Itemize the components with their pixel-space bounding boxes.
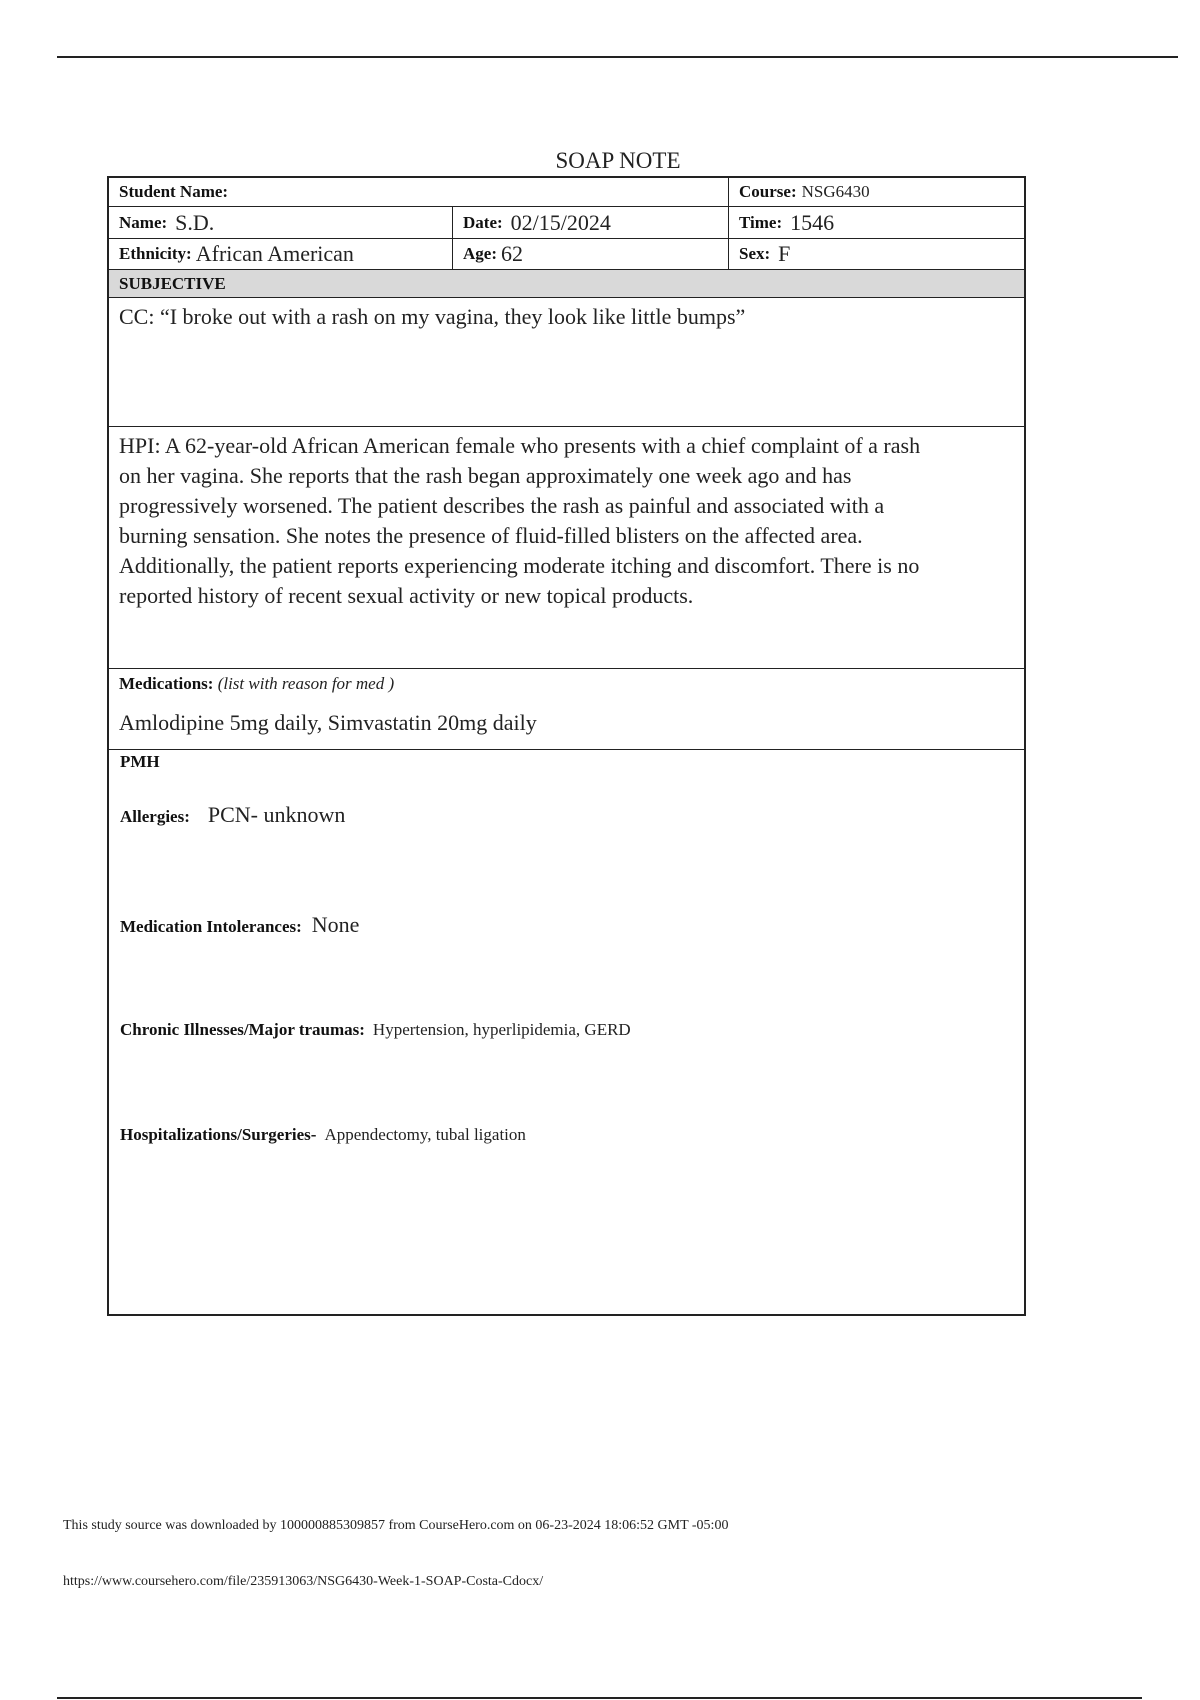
hpi-line: progressively worsened. The patient describes the rash as painful and associated with a — [119, 493, 885, 518]
subjective-heading-row — [109, 270, 1024, 298]
subjective-heading: SUBJECTIVE — [119, 273, 226, 293]
medications-heading — [109, 669, 1024, 697]
time-cell — [729, 207, 1024, 238]
name-cell — [109, 207, 453, 238]
name-label: Name: — [119, 212, 168, 232]
name-row — [109, 207, 1024, 239]
medications-row — [109, 669, 1024, 750]
bottom-divider — [57, 1697, 1142, 1699]
soap-form — [107, 176, 1026, 1316]
demographics-row — [109, 239, 1024, 270]
hpi-line: on her vagina. She reports that the rash began approximately one week ago and has — [119, 463, 852, 488]
chief-complaint-row — [109, 298, 1024, 427]
page-title: SOAP NOTE — [555, 148, 681, 173]
intolerances-label: Medication Intolerances: — [120, 917, 302, 936]
course-label: Course: — [739, 182, 797, 201]
medications-value: Amlodipine 5mg daily, Simvastatin 20mg daily — [119, 710, 537, 735]
sex-label: Sex: — [739, 244, 771, 263]
date-value: 02/15/2024 — [510, 209, 611, 235]
top-divider — [57, 56, 1178, 58]
subjective-heading-cell — [109, 270, 1024, 297]
download-notice: This study source was downloaded by 100000885309857 from CourseHero.com on 06-23-2024 18:06:52 GMT -05:00 — [63, 1518, 729, 1533]
hpi-text — [109, 427, 930, 668]
ethnicity-value: African American — [195, 241, 354, 266]
medications-hint: (list with reason for med ) — [217, 674, 395, 693]
intolerances-line — [120, 912, 359, 938]
medications-label: Medications: — [119, 674, 214, 693]
intolerances-value: None — [311, 912, 360, 937]
time-label: Time: — [739, 212, 783, 232]
chronic-illnesses-value: Hypertension, hyperlipidemia, GERD — [372, 1020, 631, 1039]
sex-cell — [729, 239, 1024, 269]
student-name-cell — [109, 178, 729, 206]
allergies-line — [120, 802, 345, 828]
student-name-label: Student Name: — [119, 182, 229, 201]
age-label: Age: — [463, 244, 497, 263]
hospitalizations-value: Appendectomy, tubal ligation — [324, 1125, 526, 1144]
course-value: NSG6430 — [801, 182, 870, 201]
hpi-line: burning sensation. She notes the presence of fluid-filled blisters on the affected area. — [119, 523, 863, 548]
allergies-value: PCN- unknown — [207, 802, 346, 827]
age-cell — [453, 239, 729, 269]
course-cell — [729, 178, 1024, 206]
hpi-line: Additionally, the patient reports experiencing moderate itching and discomfort. There is no — [119, 553, 920, 578]
pmh-heading-wrap — [120, 752, 160, 772]
ethnicity-label: Ethnicity: — [119, 244, 192, 263]
allergies-label: Allergies: — [120, 807, 190, 826]
name-value: S.D. — [175, 209, 215, 235]
age-value: 62 — [500, 241, 523, 266]
hpi-line: HPI: A 62-year-old African American female who presents with a chief complaint of a rash — [119, 433, 921, 458]
student-row — [109, 178, 1024, 207]
date-cell — [453, 207, 729, 238]
hospitalizations-label: Hospitalizations/Surgeries- — [120, 1125, 317, 1144]
source-url[interactable]: https://www.coursehero.com/file/235913063/NSG6430-Week-1-SOAP-Costa-Cdocx/ — [63, 1574, 544, 1589]
time-value: 1546 — [790, 209, 835, 235]
sex-value: F — [778, 241, 791, 266]
date-label: Date: — [463, 212, 503, 232]
hospitalizations-line — [120, 1125, 526, 1145]
pmh-section — [109, 750, 1024, 1314]
ethnicity-cell — [109, 239, 453, 269]
chief-complaint: CC: “I broke out with a rash on my vagina, they look like little bumps” — [119, 304, 746, 329]
hpi-row — [109, 427, 1024, 669]
chronic-illnesses-line — [120, 1020, 631, 1040]
chronic-illnesses-label: Chronic Illnesses/Major traumas: — [120, 1020, 365, 1039]
pmh-heading: PMH — [120, 752, 160, 771]
hpi-line: reported history of recent sexual activity or new topical products. — [119, 583, 694, 608]
